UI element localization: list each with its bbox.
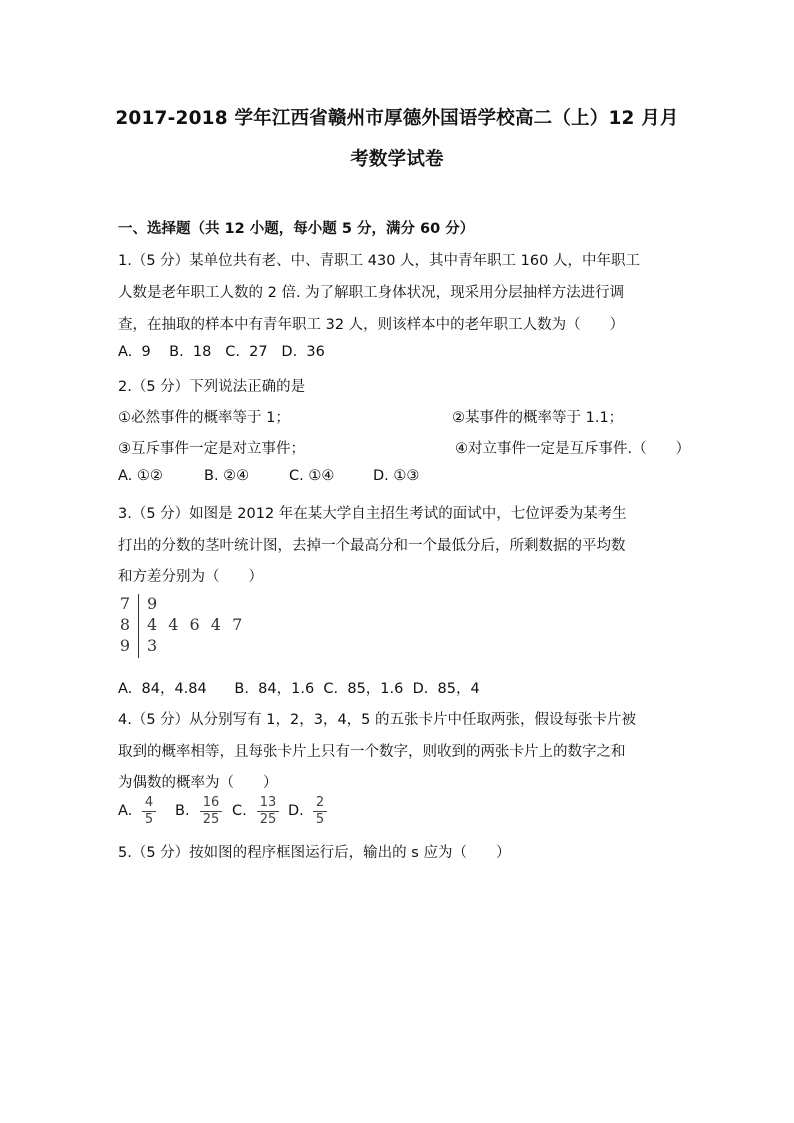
q4-option-b-fraction	[200, 796, 222, 827]
fraction-denominator: 5	[315, 812, 325, 827]
stem-value: 7	[119, 594, 131, 613]
q4-option-d-label: D.	[288, 803, 304, 819]
exam-title-line2: 考数学试卷	[350, 149, 444, 170]
q4-text-line2: 取到的概率相等，且每张卡片上只有一个数字，则收到的两张卡片上的数字之和	[118, 744, 626, 760]
q4-option-a-fraction	[142, 796, 156, 827]
stem-value: 9	[119, 636, 131, 655]
q1-text-line1: 1.（5 分）某单位共有老、中、青职工 430 人，其中青年职工 160 人，中年职工	[118, 253, 640, 269]
q3-options: A. 84，4.84 B. 84，1.6 C. 85，1.6 D. 85，4	[118, 681, 480, 697]
q2-statement-1: ①必然事件的概率等于 1；	[118, 410, 290, 426]
fraction-denominator: 25	[259, 812, 277, 827]
q4-text-line1: 4.（5 分）从分别写有 1，2，3，4，5 的五张卡片中任取两张，假设每张卡片被	[118, 712, 637, 728]
q4-text-line3: 为偶数的概率为（ ）	[118, 775, 278, 791]
q2-statement-2: ②某事件的概率等于 1.1；	[452, 410, 624, 426]
q3-text-line3: 和方差分别为（ ）	[118, 569, 263, 585]
fraction-numerator: 16	[202, 795, 220, 810]
section-heading: 一、选择题（共 12 小题，每小题 5 分，满分 60 分）	[118, 221, 475, 237]
leaf-values: 4 4 6 4 7	[147, 615, 246, 634]
q2-statement-4: ④对立事件一定是互斥事件.（ ）	[455, 441, 691, 457]
stem-leaf-divider	[138, 594, 139, 658]
q4-option-c-fraction	[257, 796, 279, 827]
q2-option-b: B. ②④	[204, 468, 250, 484]
q4-option-b-label: B.	[175, 803, 190, 819]
exam-title-line1: 2017-2018 学年江西省赣州市厚德外国语学校高二（上）12 月月	[115, 108, 679, 129]
q3-text-line2: 打出的分数的茎叶统计图，去掉一个最高分和一个最低分后，所剩数据的平均数	[118, 538, 626, 554]
q4-option-d-fraction	[313, 796, 327, 827]
fraction-numerator: 2	[315, 795, 325, 810]
q3-text-line1: 3.（5 分）如图是 2012 年在某大学自主招生考试的面试中，七位评委为某考生	[118, 506, 627, 522]
q2-option-d: D. ①③	[373, 468, 420, 484]
q2-option-c: C. ①④	[289, 468, 335, 484]
leaf-values: 9	[147, 594, 161, 613]
leaf-values: 3	[147, 636, 161, 655]
q5-text-line1: 5.（5 分）按如图的程序框图运行后，输出的 s 应为（ ）	[118, 845, 511, 861]
fraction-numerator: 4	[144, 795, 154, 810]
q1-text-line2: 人数是老年职工人数的 2 倍. 为了解职工身体状况，现采用分层抽样方法进行调	[118, 285, 625, 301]
q2-option-a: A. ①②	[118, 468, 163, 484]
q2-statement-3: ③互斥事件一定是对立事件；	[118, 441, 305, 457]
q2-text-line1: 2.（5 分）下列说法正确的是	[118, 379, 306, 395]
q4-option-a-label: A.	[118, 803, 133, 819]
q4-option-c-label: C.	[232, 803, 247, 819]
fraction-denominator: 25	[202, 812, 220, 827]
fraction-denominator: 5	[144, 812, 154, 827]
stem-value: 8	[119, 615, 131, 634]
q1-options: A. 9 B. 18 C. 27 D. 36	[118, 344, 325, 360]
q1-text-line3: 查，在抽取的样本中有青年职工 32 人，则该样本中的老年职工人数为（ ）	[118, 317, 625, 333]
fraction-numerator: 13	[259, 795, 277, 810]
